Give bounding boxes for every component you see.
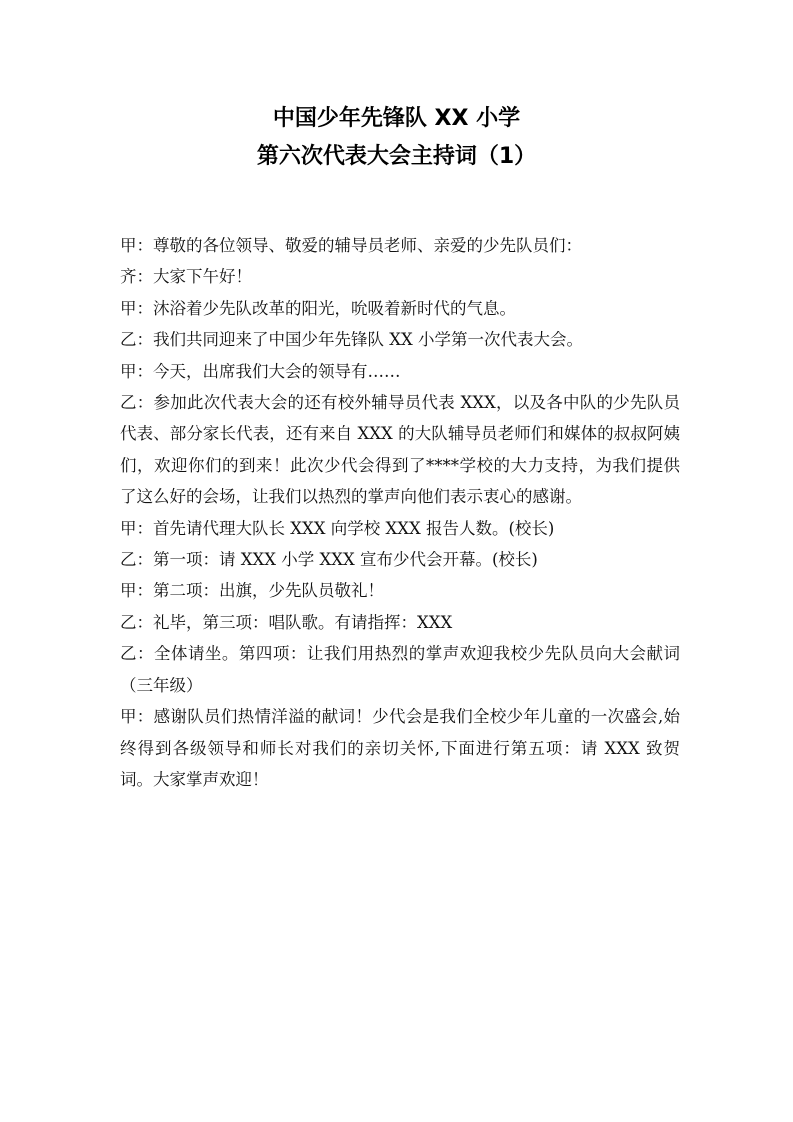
document-title xyxy=(0,100,793,176)
title-line-1: 中国少年先锋队 XX 小学 xyxy=(272,106,521,131)
paragraph: 乙：参加此次代表大会的还有校外辅导员代表 XXX，以及各中队的少先队员代表、部分家长代表，还有来自 XXX 的大队辅导员老师们和媒体的叔叔阿姨们，欢迎你们的到来！此次少代会得到了****学校的大力支持，为我们提供了这么好的会场，让我们以热烈的掌声向他们表示衷心的感谢。 xyxy=(120,393,680,507)
document-body xyxy=(120,230,680,795)
paragraph: 甲：尊敬的各位领导、敬爱的辅导员老师、亲爱的少先队员们： xyxy=(120,236,582,255)
title-line-2: 第六次代表大会主持词（1） xyxy=(256,144,537,169)
paragraph: 乙：第一项：请 XXX 小学 XXX 宣布少代会开幕。(校长) xyxy=(120,550,538,570)
paragraph: 乙：我们共同迎来了中国少年先锋队 XX 小学第一次代表大会。 xyxy=(120,330,583,350)
paragraph: 乙：礼毕，第三项：唱队歌。有请指挥：XXX xyxy=(120,612,453,632)
paragraph: 甲：感谢队员们热情洋溢的献词！少代会是我们全校少年儿童的一次盛会,始终得到各级领导和师长对我们的亲切关怀,下面进行第五项：请 XXX 致贺词。大家掌声欢迎！ xyxy=(120,707,680,789)
paragraph: 乙：全体请坐。第四项：让我们用热烈的掌声欢迎我校少先队员向大会献词（三年级） xyxy=(120,644,680,695)
paragraph: 甲：第二项：出旗，少先队员敬礼！ xyxy=(120,581,384,601)
paragraph: 甲：首先请代理大队长 XXX 向学校 XXX 报告人数。(校长) xyxy=(120,518,555,538)
paragraph: 甲：今天，出席我们大会的领导有…… xyxy=(120,361,401,381)
paragraph: 齐：大家下午好！ xyxy=(120,267,252,287)
paragraph: 甲：沐浴着少先队改革的阳光，吮吸着新时代的气息。 xyxy=(120,298,516,318)
